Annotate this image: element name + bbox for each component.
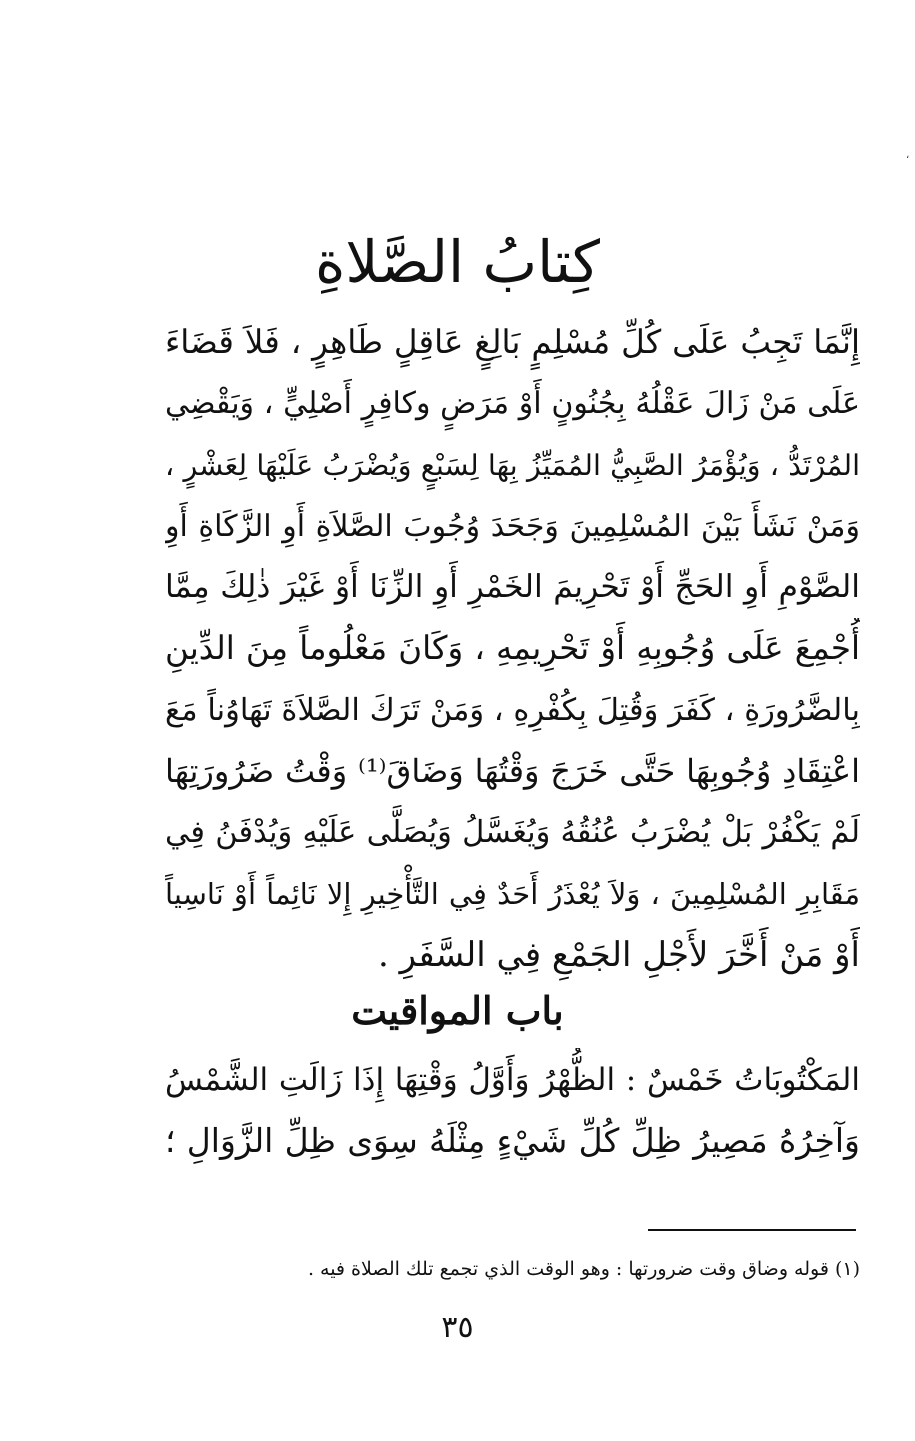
page-number: ٣٥ (441, 1310, 474, 1345)
section-title: باب المواقيت (351, 988, 564, 1033)
text-line: وَمَنْ نَشَأَ بَيْنَ المُسْلِمِينَ وَجَحَدَ وُجُوبَ الصَّلاَةِ أَوِ الزَّكَاةِ أَوِ (165, 508, 860, 544)
text-line: اعْتِقَادِ وُجُوبِهَا حَتَّى خَرَجَ وَقْتُهَا وَضَاقَ⁽¹⁾ وَقْتُ ضَرُورَتِهَا (165, 752, 860, 791)
text-line: مَقَابِرِ المُسْلِمِينَ ، وَلاَ يُعْذَرُ أَحَدٌ فِي التَّأْخِيرِ إِلا نَائِماً أَوْ نَاسِياً (165, 876, 860, 911)
footnote-divider (648, 1229, 856, 1231)
section-body (165, 1048, 860, 1171)
text-line: أَوْ مَنْ أَخَّرَ لأَجْلِ الجَمْعِ فِي السَّفَرِ . (378, 934, 860, 975)
chapter-title: كِتابُ الصَّلاةِ (315, 228, 600, 296)
text-line: المَكْتُوبَاتُ خَمْسٌ : الظُّهْرُ وَأَوَّلُ وَقْتِهَا إِذَا زَالَتِ الشَّمْسُ (165, 1062, 860, 1098)
chapter-body (165, 312, 860, 986)
text-line: أُجْمِعَ عَلَى وُجُوبِهِ أَوْ تَحْرِيمِهِ ، وَكَانَ مَعْلُوماً مِنَ الدِّينِ (165, 629, 860, 668)
text-line: المُرْتَدُّ ، وَيُؤْمَرُ الصَّبِيُّ المُمَيِّزُ بِهَا لِسَبْعٍ وَيُضْرَبُ عَلَيْهَا لِعَشْرٍ ، (165, 448, 860, 482)
margin-mark: ، (906, 150, 910, 161)
text-line: بِالضَّرُورَةِ ، كَفَرَ وَقُتِلَ بِكُفْرِهِ ، وَمَنْ تَرَكَ الصَّلاَةَ تَهَاوُناً مَعَ (165, 692, 860, 728)
text-line: وَآخِرُهُ مَصِيرُ ظِلِّ كُلِّ شَيْءٍ مِثْلَهُ سِوَى ظِلِّ الزَّوَالِ ؛ (165, 1121, 860, 1161)
text-line: الصَّوْمِ أَوِ الحَجِّ أَوْ تَحْرِيمَ الخَمْرِ أَوِ الزِّنَا أَوْ غَيْرَ ذٰلِكَ مِمَّا (165, 569, 860, 606)
text-line: إِنَّمَا تَجِبُ عَلَى كُلِّ مُسْلِمٍ بَالِغٍ عَاقِلٍ طَاهِرٍ ، فَلاَ قَضَاءَ (165, 323, 860, 361)
text-line: عَلَى مَنْ زَالَ عَقْلُهُ بِجُنُونٍ أَوْ مَرَضٍ وكافِرٍ أَصْلِيٍّ ، وَيَقْضِي (165, 386, 860, 422)
text-line: لَمْ يَكْفُرْ بَلْ يُضْرَبُ عُنُقُهُ وَيُغَسَّلُ وَيُصَلَّى عَلَيْهِ وَيُدْفَنُ فِي (165, 815, 860, 851)
footnote: (١) قوله وضاق وقت ضرورتها : وهو الوقت الذي تجمع تلك الصلاة فيه . (307, 1258, 860, 1280)
